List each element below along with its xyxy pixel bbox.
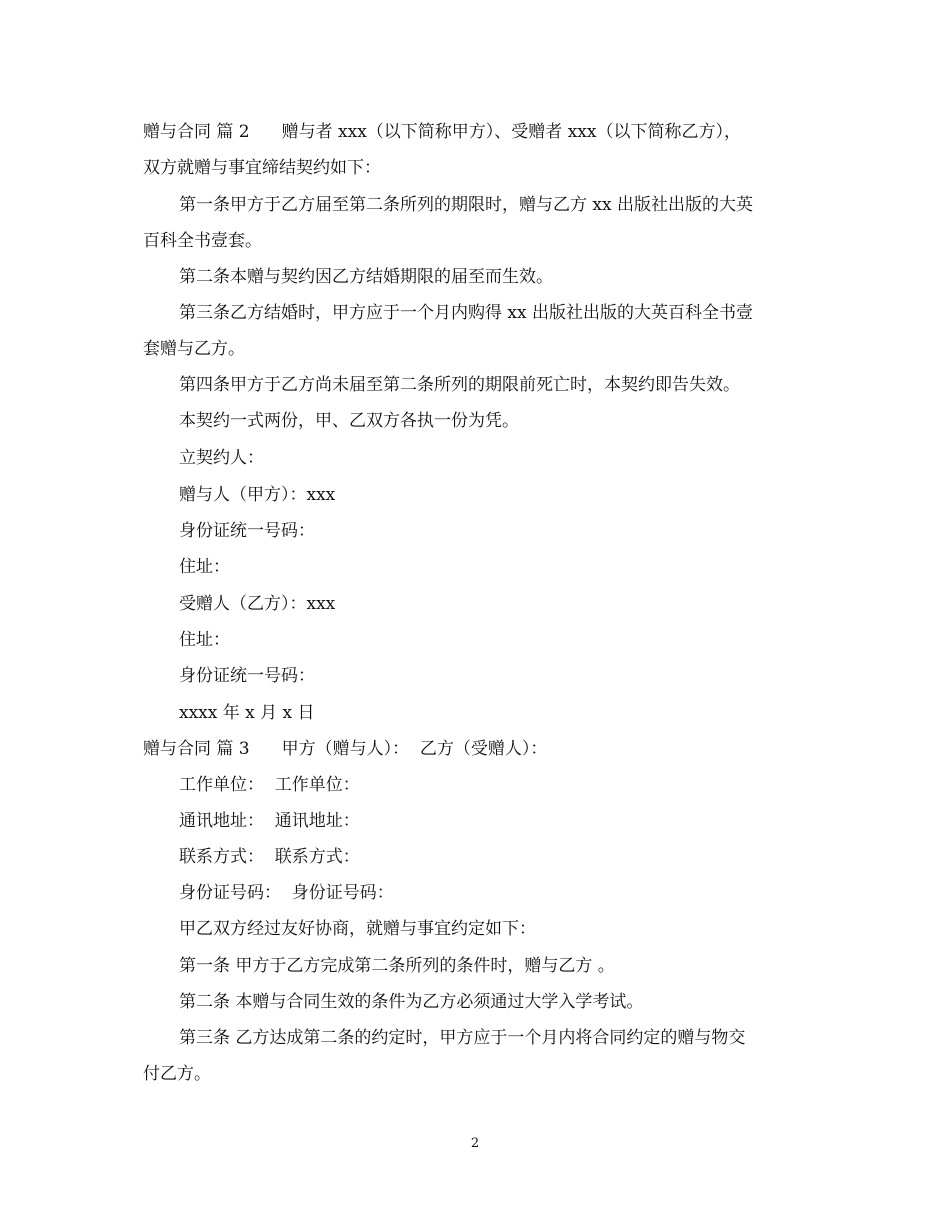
section-3-heading: 赠与合同 篇 3 [143,739,250,759]
id-number-line: 身份证号码： 身份证号码： [179,883,394,903]
donee-address-line: 住址： [179,630,230,650]
agreement-line: 甲乙双方经过友好协商，就赠与事宜约定如下： [179,919,536,939]
article-3-cont: 套赠与乙方。 [143,339,245,359]
section-3-article-2: 第二条 本赠与合同生效的条件为乙方必须通过大学入学考试。 [179,992,644,1012]
article-1-cont: 百科全书壹套。 [143,231,262,251]
section-3-article-3: 第三条 乙方达成第二条的约定时，甲方应于一个月内将合同约定的赠与物交 [179,1028,746,1048]
donor-line: 赠与人（甲方）：xxx [179,485,336,505]
donee-line: 受赠人（乙方）：xxx [179,594,336,614]
page-number: 2 [470,1136,480,1151]
copies-clause: 本契约一式两份，甲、乙双方各执一份为凭。 [179,411,519,431]
contact-line: 联系方式： 联系方式： [179,847,360,867]
work-unit-line: 工作单位： 工作单位： [179,775,360,795]
date-line: xxxx 年 x 月 x 日 [179,703,315,723]
paragraph-line: 双方就赠与事宜缔结契约如下： [143,158,381,178]
signers-label: 立契约人： [179,448,264,468]
article-1: 第一条甲方于乙方届至第二条所列的期限时，赠与乙方 xx 出版社出版的大英 [179,195,753,215]
section-3-article-3-cont: 付乙方。 [143,1064,211,1084]
article-4: 第四条甲方于乙方尚未届至第二条所列的期限前死亡时，本契约即告失效。 [179,375,740,395]
article-2: 第二条本赠与契约因乙方结婚期限的届至而生效。 [179,267,553,287]
section-3-article-1: 第一条 甲方于乙方完成第二条所列的条件时，赠与乙方 。 [179,956,615,976]
section-2-intro: 赠与者 xxx（以下简称甲方）、受赠者 xxx（以下简称乙方）， [281,122,741,142]
address-line: 通讯地址： 通讯地址： [179,811,360,831]
donee-id-line: 身份证统一号码： [179,666,315,686]
donor-address-line: 住址： [179,557,230,577]
section-3-first-line [143,738,547,760]
section-2-heading: 赠与合同 篇 2 [143,122,250,142]
donor-id-line: 身份证统一号码： [179,521,315,541]
article-3: 第三条乙方结婚时，甲方应于一个月内购得 xx 出版社出版的大英百科全书壹 [179,303,753,323]
section-2-first-line [143,121,741,143]
section-3-parties: 甲方（赠与人）： 乙方（受赠人）： [281,739,548,759]
